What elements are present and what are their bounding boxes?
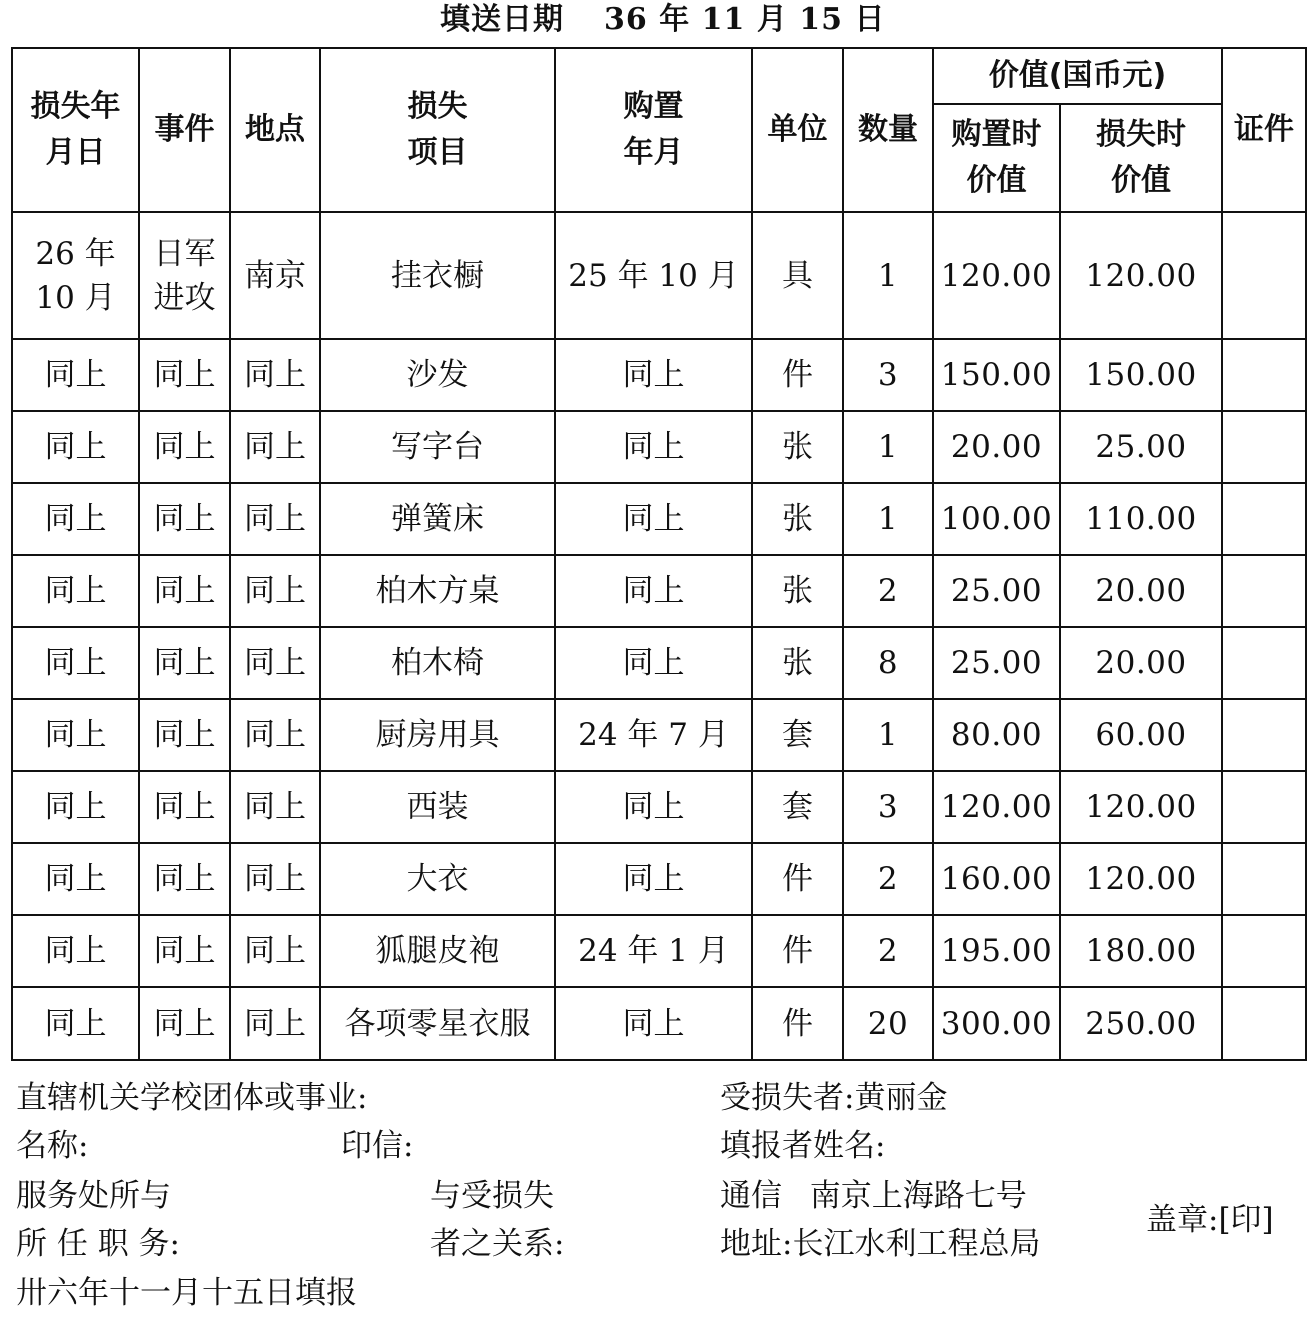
report-date — [440, 0, 885, 40]
cell-value-loss: 120.00 — [1060, 843, 1222, 915]
cell-quantity: 1 — [843, 483, 933, 555]
header-event: 事件 — [139, 48, 230, 212]
cell-value-purchase: 195.00 — [933, 915, 1060, 987]
cell-purchase-date: 同上 — [555, 339, 752, 411]
cell-value-loss: 60.00 — [1060, 699, 1222, 771]
cell-value-purchase: 20.00 — [933, 411, 1060, 483]
cell-loss-date: 26 年 10 月 — [12, 212, 139, 339]
header-item: 损失项目 — [320, 48, 555, 212]
cell-purchase-date: 24 年 7 月 — [555, 699, 752, 771]
cell-value-loss: 150.00 — [1060, 339, 1222, 411]
cell-place: 同上 — [230, 627, 320, 699]
header-place: 地点 — [230, 48, 320, 212]
cell-unit: 件 — [752, 339, 843, 411]
cell-loss-date: 同上 — [12, 771, 139, 843]
cell-event: 同上 — [139, 915, 230, 987]
cell-value-purchase: 120.00 — [933, 212, 1060, 339]
cell-value-loss: 180.00 — [1060, 915, 1222, 987]
address-label-2: 地址: — [720, 1226, 793, 1262]
header-value-group: 价值(国币元) — [933, 48, 1222, 104]
cell-unit: 张 — [752, 627, 843, 699]
cell-quantity: 20 — [843, 987, 933, 1060]
cell-quantity: 1 — [843, 212, 933, 339]
cell-place: 同上 — [230, 339, 320, 411]
cell-loss-date: 同上 — [12, 987, 139, 1060]
cell-quantity: 2 — [843, 915, 933, 987]
cell-loss-date: 同上 — [12, 339, 139, 411]
cell-unit: 张 — [752, 483, 843, 555]
cell-unit: 张 — [752, 555, 843, 627]
cell-item: 厨房用具 — [320, 699, 555, 771]
cell-evidence — [1222, 627, 1306, 699]
cell-purchase-date: 同上 — [555, 483, 752, 555]
cell-loss-date: 同上 — [12, 627, 139, 699]
header-loss-date: 损失年月日 — [12, 48, 139, 212]
cell-event: 同上 — [139, 411, 230, 483]
cell-loss-date: 同上 — [12, 843, 139, 915]
position-label: 所 任 职 务: — [16, 1226, 181, 1262]
cell-evidence — [1222, 339, 1306, 411]
table-row — [12, 339, 1306, 411]
cell-item: 大衣 — [320, 843, 555, 915]
cell-place: 同上 — [230, 699, 320, 771]
address-line1 — [720, 1173, 1027, 1219]
table-row — [12, 843, 1306, 915]
cell-evidence — [1222, 411, 1306, 483]
cell-evidence — [1222, 843, 1306, 915]
cell-place: 南京 — [230, 212, 320, 339]
cell-evidence — [1222, 483, 1306, 555]
cell-item: 柏木椅 — [320, 627, 555, 699]
table-row — [12, 699, 1306, 771]
cell-event: 同上 — [139, 555, 230, 627]
stamp-label: 盖章:[印] — [1146, 1202, 1274, 1238]
cell-event: 同上 — [139, 483, 230, 555]
cell-item: 挂衣橱 — [320, 212, 555, 339]
cell-evidence — [1222, 987, 1306, 1060]
address-label: 通信 — [720, 1178, 782, 1214]
cell-quantity: 2 — [843, 555, 933, 627]
cell-event: 同上 — [139, 987, 230, 1060]
cell-loss-date: 同上 — [12, 555, 139, 627]
cell-event: 同上 — [139, 339, 230, 411]
cell-event: 同上 — [139, 843, 230, 915]
cell-item: 狐腿皮袍 — [320, 915, 555, 987]
address-value-2: 长江水利工程总局 — [792, 1226, 1041, 1262]
cell-unit: 张 — [752, 411, 843, 483]
cell-unit: 件 — [752, 987, 843, 1060]
table-row — [12, 212, 1306, 339]
cell-place: 同上 — [230, 555, 320, 627]
cell-loss-date: 同上 — [12, 915, 139, 987]
table-row — [12, 627, 1306, 699]
cell-value-purchase: 160.00 — [933, 843, 1060, 915]
header-quantity: 数量 — [843, 48, 933, 212]
cell-purchase-date: 同上 — [555, 555, 752, 627]
address-value: 南京上海路七号 — [809, 1178, 1027, 1214]
victim-name: 受损失者:黄丽金 — [720, 1080, 948, 1116]
cell-value-loss: 20.00 — [1060, 627, 1222, 699]
cell-loss-date: 同上 — [12, 699, 139, 771]
cell-value-purchase: 300.00 — [933, 987, 1060, 1060]
table-row — [12, 771, 1306, 843]
cell-event: 同上 — [139, 627, 230, 699]
header-unit: 单位 — [752, 48, 843, 212]
cell-value-loss: 120.00 — [1060, 212, 1222, 339]
cell-event: 同上 — [139, 771, 230, 843]
cell-place: 同上 — [230, 771, 320, 843]
address-line2 — [720, 1221, 1040, 1267]
cell-value-purchase: 100.00 — [933, 483, 1060, 555]
cell-purchase-date: 同上 — [555, 411, 752, 483]
cell-unit: 具 — [752, 212, 843, 339]
cell-value-loss: 25.00 — [1060, 411, 1222, 483]
cell-unit: 件 — [752, 843, 843, 915]
cell-value-purchase: 120.00 — [933, 771, 1060, 843]
cell-item: 沙发 — [320, 339, 555, 411]
cell-quantity: 3 — [843, 339, 933, 411]
cell-quantity: 1 — [843, 699, 933, 771]
cell-evidence — [1222, 915, 1306, 987]
cell-item: 写字台 — [320, 411, 555, 483]
cell-quantity: 2 — [843, 843, 933, 915]
cell-quantity: 3 — [843, 771, 933, 843]
header-value-purchase: 购置时价值 — [933, 104, 1060, 212]
cell-unit: 件 — [752, 915, 843, 987]
cell-evidence — [1222, 699, 1306, 771]
cell-evidence — [1222, 212, 1306, 339]
cell-value-loss: 110.00 — [1060, 483, 1222, 555]
report-date-value: 36 年 11 月 15 日 — [604, 2, 886, 37]
cell-unit: 套 — [752, 699, 843, 771]
cell-quantity: 1 — [843, 411, 933, 483]
table-row — [12, 915, 1306, 987]
header-evidence: 证件 — [1222, 48, 1306, 212]
cell-value-purchase: 80.00 — [933, 699, 1060, 771]
cell-value-purchase: 25.00 — [933, 555, 1060, 627]
cell-item: 弹簧床 — [320, 483, 555, 555]
cell-loss-date: 同上 — [12, 483, 139, 555]
seal-label: 印信: — [341, 1128, 414, 1164]
table-row — [12, 555, 1306, 627]
cell-place: 同上 — [230, 843, 320, 915]
loss-table — [11, 47, 1307, 1061]
table-row — [12, 483, 1306, 555]
cell-evidence — [1222, 555, 1306, 627]
cell-value-loss: 250.00 — [1060, 987, 1222, 1060]
header-purchase-date: 购置年月 — [555, 48, 752, 212]
cell-value-loss: 120.00 — [1060, 771, 1222, 843]
relation-label-line1: 与受损失 — [430, 1178, 554, 1214]
cell-purchase-date: 同上 — [555, 771, 752, 843]
cell-place: 同上 — [230, 483, 320, 555]
cell-event: 日军进攻 — [139, 212, 230, 339]
relation-label-line2: 者之关系: — [430, 1226, 565, 1262]
name-label: 名称: — [16, 1128, 89, 1164]
org-label: 直辖机关学校团体或事业: — [16, 1080, 368, 1116]
cell-purchase-date: 25 年 10 月 — [555, 212, 752, 339]
cell-loss-date: 同上 — [12, 411, 139, 483]
cell-item: 各项零星衣服 — [320, 987, 555, 1060]
cell-quantity: 8 — [843, 627, 933, 699]
table-row — [12, 987, 1306, 1060]
cell-value-loss: 20.00 — [1060, 555, 1222, 627]
cell-purchase-date: 同上 — [555, 987, 752, 1060]
report-date-label: 填送日期 — [440, 2, 564, 37]
service-label: 服务处所与 — [16, 1178, 171, 1214]
cell-event: 同上 — [139, 699, 230, 771]
filed-date: 卅六年十一月十五日填报 — [16, 1275, 357, 1311]
cell-value-purchase: 25.00 — [933, 627, 1060, 699]
cell-purchase-date: 同上 — [555, 843, 752, 915]
cell-place: 同上 — [230, 411, 320, 483]
table-row — [12, 411, 1306, 483]
header-value-loss: 损失时价值 — [1060, 104, 1222, 212]
cell-place: 同上 — [230, 915, 320, 987]
loss-table-body — [12, 212, 1306, 1060]
cell-evidence — [1222, 771, 1306, 843]
cell-purchase-date: 同上 — [555, 627, 752, 699]
cell-purchase-date: 24 年 1 月 — [555, 915, 752, 987]
reporter-label: 填报者姓名: — [720, 1128, 886, 1164]
cell-place: 同上 — [230, 987, 320, 1060]
cell-value-purchase: 150.00 — [933, 339, 1060, 411]
cell-item: 柏木方桌 — [320, 555, 555, 627]
cell-unit: 套 — [752, 771, 843, 843]
cell-item: 西装 — [320, 771, 555, 843]
